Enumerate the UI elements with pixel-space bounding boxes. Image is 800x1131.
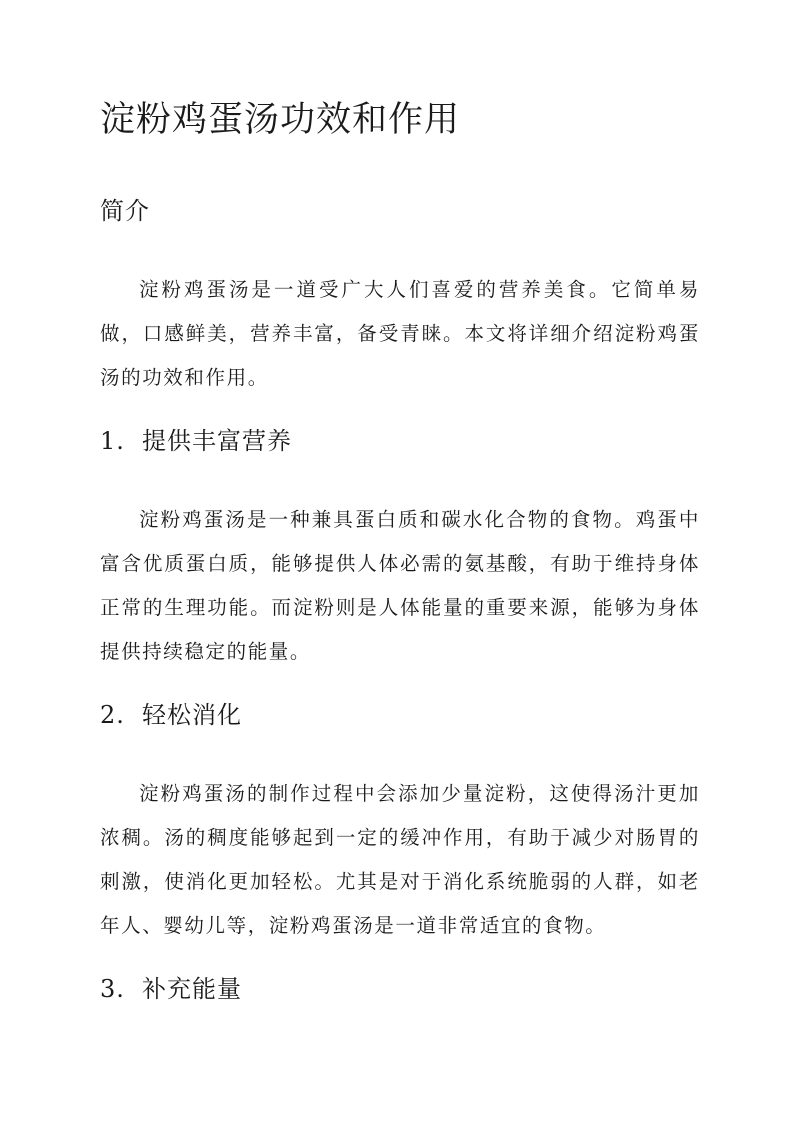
section-1-heading xyxy=(100,424,700,458)
section-2-number: 2. xyxy=(100,701,125,729)
intro-paragraph: 淀粉鸡蛋汤是一道受广大人们喜爱的营养美食。它简单易做，口感鲜美，营养丰富，备受青睐。本文将详细介绍淀粉鸡蛋汤的功效和作用。 xyxy=(100,278,700,389)
document-title: 淀粉鸡蛋汤功效和作用 xyxy=(100,100,461,140)
section-1-number: 1. xyxy=(100,427,125,455)
section-3-heading xyxy=(100,972,700,1006)
section-2-heading xyxy=(100,698,700,732)
intro-heading: 简介 xyxy=(100,197,150,225)
section-1-title: 提供丰富营养 xyxy=(142,427,292,455)
section-2-paragraph: 淀粉鸡蛋汤的制作过程中会添加少量淀粉，这使得汤汁更加浓稠。汤的稠度能够起到一定的缓冲作用，有助于减少对肠胃的刺激，使消化更加轻松。尤其是对于消化系统脆弱的人群，如老年人、婴幼儿等，淀粉鸡蛋汤是一道非常适宜的食物。 xyxy=(100,782,700,937)
section-1-paragraph: 淀粉鸡蛋汤是一种兼具蛋白质和碳水化合物的食物。鸡蛋中富含优质蛋白质，能够提供人体必需的氨基酸，有助于维持身体正常的生理功能。而淀粉则是人体能量的重要来源，能够为身体提供持续稳定的能量。 xyxy=(100,508,700,663)
section-2-title: 轻松消化 xyxy=(142,701,242,729)
section-3-title: 补充能量 xyxy=(142,975,242,1003)
section-3-number: 3. xyxy=(100,975,125,1003)
